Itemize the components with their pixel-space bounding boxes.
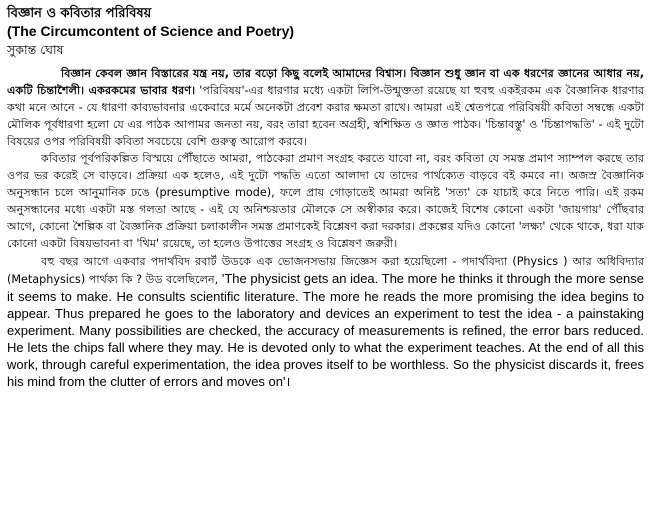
author-name: সুকান্ত ঘোষ (7, 42, 64, 57)
paragraph-3-lead: বহু বছর আগে একবার পদার্থবিদ রবার্ট উডকে এক ভোজনসভায় জিজ্ঞেস করা হয়েছিলো - পদার্থবিদ্যা (Physics ) আর অধিবিদ্যার (Metaphysics) পার্থক্য কি ? উড বলেছিলেন, (7, 255, 644, 286)
paragraph-3 (7, 252, 644, 390)
document-subtitle: (The Circumcontent of Science and Poetry) (7, 23, 295, 39)
wood-quote: 'The physicist gets an idea. The more he thinks it through the more sense it seems to make. He consults scientific literature. The more he reads the more promising the idea begins to appear. Thus prepared he goes to the laboratory and devices an experiment to test the idea - a painstaking experiment. Many possibilities are checked, the accuracy of measurements is refined, the error bars reduced. He lets the chips fall where they may. He is devoted only to what the experiment teaches. At the end of all this work, through careful experimentation, the idea proves itself to be worthless. So the physicist discards it, frees his mind from the clutter of errors and moves on'। (7, 271, 644, 389)
paragraph-1-bold-lead: বিজ্ঞান কেবল জ্ঞান বিস্তারের যন্ত্র নয়, তার বড়ো কিছু বলেই আমাদের বিশ্বাস। বিজ্ঞান শুধু জ্ঞান বা এক ধরণের জ্ঞানের আধার নয়, একটি চিন্তাশৈলী। একরকমের ভাবার ধরণ। (7, 67, 644, 97)
paragraph-2: কবিতার পূর্বপরিকল্পিত বিস্ময়ে পৌঁছাতে আমরা, পাঠকেরা প্রমাণ সংগ্রহ করতে যাবো না, বরং কবিতা যে সমস্ত প্রমাণ স্যাম্পল করছে তার ওপর ভর করেই সে বাড়বে। প্রক্রিয়া এক হলেও, এই দুটো পদ্ধতি এতো আলাদা যে তাদের পার্থক্যেত বাড়বে বই কমবে না। অজস্র বৈজ্ঞানিক অনুসন্ধান চলে আনুমানিক ঢঙে (presumptive mode), ফলে প্রায় গোড়াতেই আমরা অনিষ্ট 'সত্য' কে যাচাই করে নিতে পারি। এই রকম অনুসন্ধানের মধ্যে একটা মস্ত গলতা আছে - এই যে অনিশ্চয়তার মৌলকে সে অস্বীকার করে। কাজেই বিশেষ কোনো একটা 'জায়গায়' পৌঁছবার আগে, কোনো শৈল্পিক বা বৈজ্ঞানিক প্রক্রিয়া চলাকালীন সমস্ত প্রমাণকেই বিশ্লেষণ করা দরকার। প্রকল্পের যদিও কোনো 'লক্ষ্য' থেকে থাকে, ধরা যাক কোনো একটা বিষয়ভাবনা বা 'থিম' রয়েছে, তা হলেও উপাত্তের সংগ্রহ ও বিশ্লেষণ জরুরী। (7, 152, 644, 250)
paragraph-1-body: 'পরিবিষয়'-এর ধারণার মধ্যে একটা লিপি-উন্মুক্ততা রয়েছে যা হুবহু একইরকম এক বৈজ্ঞানিক ধারণার কথা মনে আনে - যে ধারণা কাব্যভাবনার একেবারে মর্মে অনেকটা প্রবেশ করার ক্ষমতা রাখে। আমরা এই শ্বেতপত্রে পরিবিষয়ী কবিতা সম্বন্ধে একটা মৌলিক পূর্বধারণা হলো যে এর পাঠক আপামর জনতা নয়, বরং তারা হবেন অগ্রহী, স্বশিক্ষিত ও জ্ঞাত পাঠক। 'চিন্তাবস্তু' ও 'চিন্তাপদ্ধতি' - এই দুটো বিষয়ের ওপর পরিবিষয়ী কবিতা সবচেয়ে বেশি গুরুত্ব আরোপ করবে। (7, 84, 644, 148)
paragraph-1 (7, 65, 644, 150)
document-title: বিজ্ঞান ও কবিতার পরিবিষয় (7, 6, 152, 21)
